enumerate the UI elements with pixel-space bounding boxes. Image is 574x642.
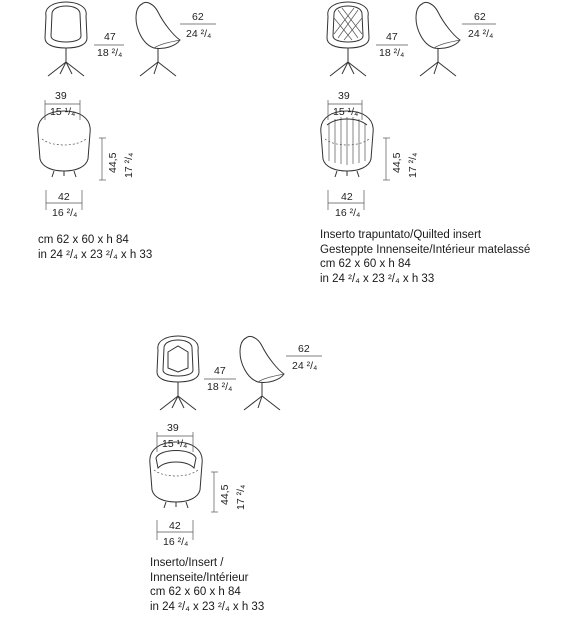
front-width-cm: 47 [104, 31, 116, 43]
rear-height-cm: 44,5 [391, 152, 403, 173]
caption-line: Inserto trapuntato/Quilted insert [320, 229, 482, 241]
caption-line: Inserto/Insert / [150, 557, 224, 569]
block-standard-front-view [45, 2, 87, 76]
caption-line: cm 62 x 60 x h 84 [320, 258, 411, 270]
caption-line: Gesteppte Innenseite/Intérieur matelassé [320, 243, 531, 256]
side-depth-in: 24 ²/₄ [468, 28, 494, 40]
block-insert-side-view [240, 336, 284, 410]
rear-height-in: 17 ²/₄ [407, 152, 419, 178]
side-depth-in: 24 ²/₄ [292, 360, 318, 372]
front-width-in: 18 ²/₄ [379, 47, 405, 59]
base-width-in: 16 ²/₄ [52, 207, 78, 219]
base-width-cm: 42 [341, 191, 353, 203]
rear-height-cm: 44,5 [219, 484, 231, 505]
caption [150, 556, 264, 614]
caption [38, 233, 152, 262]
block-quilted-side-view [416, 2, 460, 76]
top-width-cm: 39 [167, 422, 179, 434]
top-width-cm: 39 [338, 90, 350, 102]
top-width-cm: 39 [55, 90, 67, 102]
base-width-cm: 42 [58, 191, 70, 203]
top-width-in: 15 ¹/₄ [162, 438, 188, 450]
base-width-cm: 42 [169, 520, 181, 532]
base-width-in: 16 ²/₄ [335, 207, 361, 219]
side-depth-cm: 62 [192, 11, 204, 23]
block-insert-back-view [150, 442, 202, 508]
front-width-in: 18 ²/₄ [207, 381, 233, 393]
base-width-in: 16 ²/₄ [163, 536, 189, 548]
side-depth-cm: 62 [474, 11, 486, 23]
caption [320, 228, 530, 286]
caption-line: Innenseite/Intérieur [150, 571, 249, 584]
caption-line: cm 62 x 60 x h 84 [38, 234, 129, 246]
block-standard-back-view [38, 111, 90, 177]
rear-height-in: 17 ²/₄ [123, 152, 135, 178]
caption-line: cm 62 x 60 x h 84 [150, 586, 241, 598]
side-depth-cm: 62 [298, 343, 310, 355]
block-quilted-front-view [327, 2, 369, 76]
caption-line: in 24 ²/₄ x 23 ²/₄ x h 33 [320, 272, 435, 285]
top-width-in: 15 ¹/₄ [333, 106, 359, 118]
block-standard-side-view [136, 2, 180, 76]
caption-line: in 24 ²/₄ x 23 ²/₄ x h 33 [150, 600, 265, 613]
front-width-in: 18 ²/₄ [97, 47, 123, 59]
front-width-cm: 47 [214, 365, 226, 377]
front-width-cm: 47 [386, 31, 398, 43]
block-quilted-back-view [321, 111, 373, 177]
rear-height-cm: 44,5 [107, 152, 119, 173]
block-insert-front-view [157, 336, 199, 410]
caption-line: in 24 ²/₄ x 23 ²/₄ x h 33 [38, 248, 153, 261]
rear-height-in: 17 ²/₄ [235, 484, 247, 510]
side-depth-in: 24 ²/₄ [186, 28, 212, 40]
top-width-in: 15 ¹/₄ [50, 106, 76, 118]
